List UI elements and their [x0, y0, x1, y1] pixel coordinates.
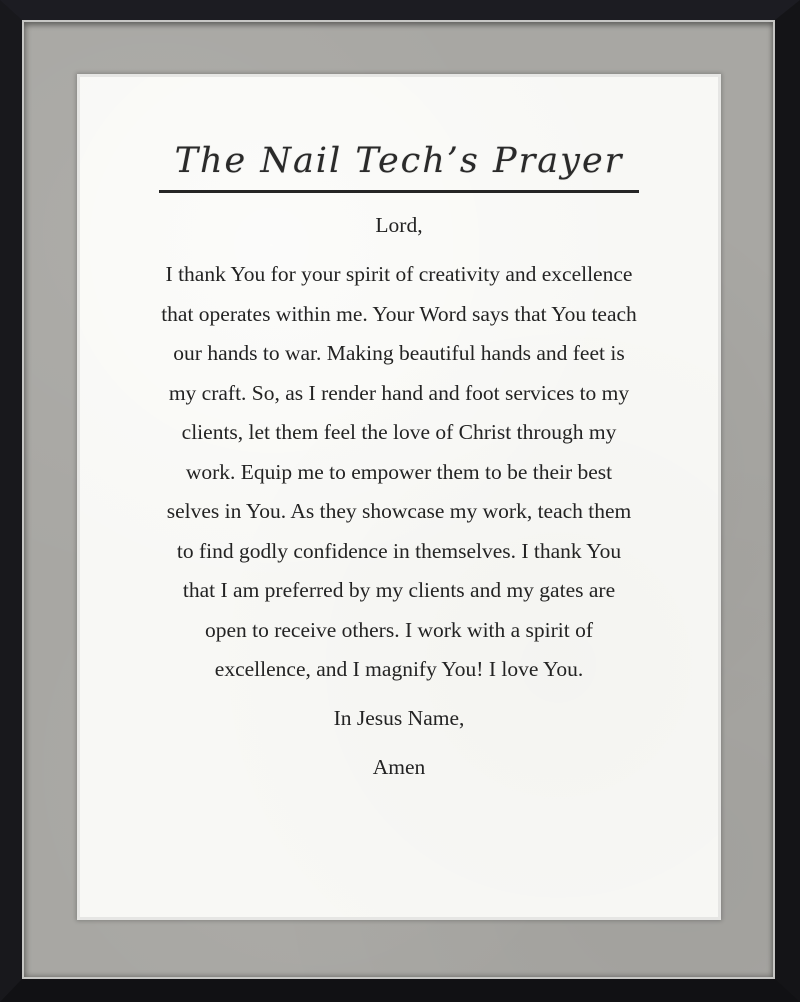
frame-inner-lip	[22, 20, 775, 979]
prayer-line: my craft. So, as I render hand and foot services to my	[168, 380, 630, 405]
print-title: The Nail Tech’s Prayer	[159, 141, 640, 193]
prayer-line: that I am preferred by my clients and my gates are	[182, 578, 616, 602]
prayer-line: our hands to war. Making beautiful hands and feet is	[173, 341, 625, 365]
closing-line: In Jesus Name,	[333, 705, 465, 730]
prayer-line: I thank You for your spirit of creativity and excellence	[165, 262, 633, 286]
amen-line: Amen	[372, 754, 426, 779]
prayer-line: selves in You. As they showcase my work, teach them	[166, 499, 632, 523]
matte-board	[24, 22, 773, 977]
prayer-line: clients, let them feel the love of Christ through my	[181, 420, 617, 444]
salutation-line: Lord,	[375, 213, 423, 237]
prayer-line: excellence, and I magnify You! I love You.	[214, 657, 584, 681]
prayer-line: open to receive others. I work with a spirit of	[204, 617, 594, 642]
print-paper	[80, 77, 718, 917]
prayer-line: work. Equip me to empower them to be their best	[185, 459, 613, 484]
prayer-body	[119, 255, 679, 690]
print-title-row	[80, 77, 718, 193]
prayer-line: that operates within me. Your Word says that You teach	[161, 301, 637, 326]
prayer-line: to find godly confidence in themselves. I thank You	[176, 538, 622, 563]
